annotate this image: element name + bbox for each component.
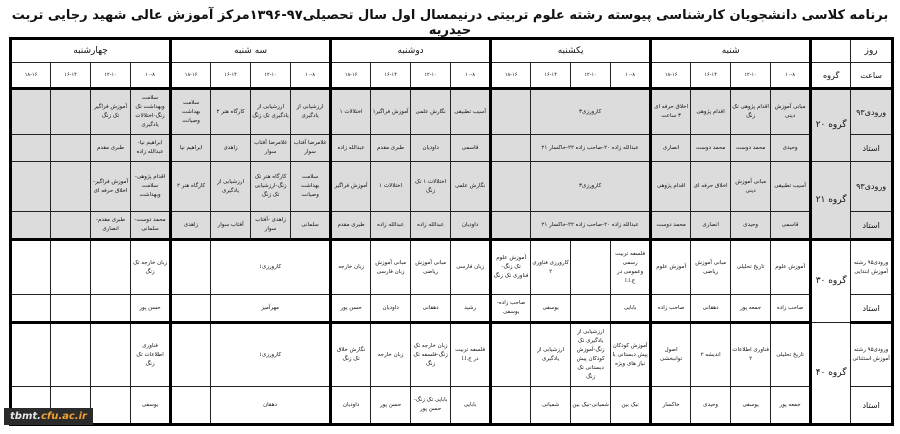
course-cell: مبانی آموزش دینی (731, 162, 771, 212)
course-cell: فلسفه تربیت در ج.ا.ا (451, 323, 491, 387)
course-cell: کارگاه هنر تک زنگ-ارزشیابی تک زنگ (251, 162, 291, 212)
teacher-cell: زاهدی -آفتاب سوار (251, 212, 291, 240)
teacher-label: استاد (851, 212, 893, 240)
course-cell: مبانی آموزش زبان فارسی (371, 240, 411, 295)
teacher-cell: محمد دوست- سلمانی (131, 212, 171, 240)
course-cell-merged: کارورزی۱ (211, 240, 331, 295)
class-schedule-table (9, 37, 894, 426)
group-label: گروه ۲۱ (811, 162, 851, 240)
teacher-cell: حسن پور (371, 387, 411, 425)
teacher-cell: بابایی (611, 295, 651, 323)
group-label: گروه ۳۰ (811, 240, 851, 323)
course-cell: آموزش علوم تک زنگ- فناوری تک زنگ (491, 240, 531, 295)
group-label: گروه ۲۰ (811, 89, 851, 162)
course-cell (51, 240, 91, 295)
teacher-cell: خاکسار (651, 387, 691, 425)
teacher-cell (171, 387, 211, 425)
teacher-cell: حسن پور (331, 295, 371, 323)
teacher-cell (51, 212, 91, 240)
course-cell: اقدام پژوهی (691, 89, 731, 135)
teacher-cell: صاحب زاده (651, 295, 691, 323)
course-cell: فلسفه تربیت رسمی وعمومی در ج.ا.ا (611, 240, 651, 295)
course-cell: تاریخ تحلیلی (771, 323, 811, 387)
course-cell (171, 240, 211, 295)
group-label: گروه ۴۰ (811, 323, 851, 425)
teacher-cell: جمعه پور (731, 295, 771, 323)
teacher-cell: دهقانی (691, 295, 731, 323)
course-cell: زبان خارجه (331, 240, 371, 295)
teacher-cell: آفتاب سوار (211, 212, 251, 240)
time-slot: ۱۶-۱۴ (371, 63, 411, 89)
teacher-cell (11, 295, 51, 323)
course-cell: آموزش فراگیر۱ (371, 89, 411, 135)
course-cell: ارزشیابی از یادگیری (291, 89, 331, 135)
teacher-cell: عبدالله زاده (371, 212, 411, 240)
time-slot: ۱۲-۱۰ (731, 63, 771, 89)
teacher-cell: ابراهیم نیا- عبدالله زاده (131, 135, 171, 162)
course-cell: اختلالات ۱ (331, 89, 371, 135)
teacher-cell: شمیانی-نیک بین (571, 387, 611, 425)
course-cell: مبانی آموزش ریاضی (411, 240, 451, 295)
teacher-cell: بابایی (451, 387, 491, 425)
teacher-cell: رشید (451, 295, 491, 323)
teacher-cell: غلامرضا آفتاب سوار (251, 135, 291, 162)
course-cell (491, 162, 531, 212)
teacher-cell-merged: دهقان (211, 387, 331, 425)
day-label-spacer (811, 39, 851, 63)
course-cell-merged: کارورزی۳ (531, 162, 651, 212)
time-slot: ۱۰-۸ (131, 63, 171, 89)
time-slot: ۱۸-۱۶ (11, 63, 51, 89)
course-cell: آموزش علوم (651, 240, 691, 295)
teacher-cell (91, 295, 131, 323)
time-slot: ۱۲-۱۰ (251, 63, 291, 89)
course-cell: آموزش کودکان پیش دبستانی با نیاز های ویژه (611, 323, 651, 387)
teacher-label: استاد (851, 387, 893, 425)
teacher-cell (171, 295, 211, 323)
course-cell: آسیب تطبیقی (771, 162, 811, 212)
course-cell: نگارش علمی (451, 162, 491, 212)
watermark-domain: cfu.ac.ir (40, 411, 87, 422)
teacher-cell: عبدالله زاده (331, 135, 371, 162)
time-slot: ۱۰-۸ (771, 63, 811, 89)
page-title: برنامه کلاسی دانشجویان کارشناسی پیوسته رشته علوم تربیتی درنیمسال اول سال تحصیلی۹۷-۱۳۹۶مرکز آموزش عالی شهید رجایی تربت حیدریه (11, 8, 889, 38)
course-cell: نگارش خلاق تک زنگ (331, 323, 371, 387)
course-cell: سلامت بهداشت وصیانت (291, 162, 331, 212)
day-header-monday: دوشنبه (331, 39, 491, 63)
teacher-cell-merged: عبدالله زاده ۲۰-صاحب زاده ۲۲-خاکسار ۲۱ (531, 135, 651, 162)
course-cell: اخلاق حرفه ای ۳ ساعت (651, 89, 691, 135)
teacher-cell: دهقانی (411, 295, 451, 323)
course-cell-merged: کارورزی۱ (211, 323, 331, 387)
teacher-cell: عبدالله زاده (411, 212, 451, 240)
site-watermark (4, 408, 93, 425)
time-slot: ۱۶-۱۴ (51, 63, 91, 89)
time-slot: ۱۸-۱۶ (171, 63, 211, 89)
course-cell: اخلاق حرفه ای (691, 162, 731, 212)
time-slot: ۱۲-۱۰ (571, 63, 611, 89)
teacher-cell: انصاری (651, 135, 691, 162)
teacher-cell (91, 387, 131, 425)
teacher-cell: طبری مقدم- انصاری (91, 212, 131, 240)
course-cell: زبان خارجه (371, 323, 411, 387)
teacher-cell: داودیان (371, 295, 411, 323)
teacher-cell (51, 135, 91, 162)
course-cell (11, 89, 51, 135)
day-label: روز (851, 39, 893, 63)
day-header-sunday: یکشنبه (491, 39, 651, 63)
teacher-cell: وحیدی (691, 387, 731, 425)
teacher-cell: انصاری (691, 212, 731, 240)
teacher-cell: یوسفی (731, 387, 771, 425)
course-cell (51, 323, 91, 387)
teacher-cell: داودیان (331, 387, 371, 425)
course-cell: نگارش علمی (411, 89, 451, 135)
time-slot: ۱۶-۱۴ (211, 63, 251, 89)
group-label: گروه (811, 63, 851, 89)
teacher-cell-merged: مهرآمیز (211, 295, 331, 323)
teacher-cell: جمعه پور (771, 387, 811, 425)
entry-label: ورودی۹۳ (851, 162, 893, 212)
teacher-cell: شمیانی (531, 387, 571, 425)
course-cell: اختلالات ۱ تک زنگ (411, 162, 451, 212)
course-cell: سلامت وبهداشت تک زنگ-اختلالات یادگیری (131, 89, 171, 135)
course-cell: آموزش فراگیر (331, 162, 371, 212)
teacher-cell: قاسمی (771, 212, 811, 240)
course-cell: آموزش علوم (771, 240, 811, 295)
teacher-cell: محمد دوست (651, 212, 691, 240)
course-cell: کارگاه هنر ۲ (171, 162, 211, 212)
time-slot: ۱۶-۱۴ (531, 63, 571, 89)
teacher-cell: زاهدی (211, 135, 251, 162)
watermark-prefix: tbmt. (10, 411, 41, 422)
time-slot: ۱۸-۱۶ (331, 63, 371, 89)
time-slot: ۱۰-۸ (291, 63, 331, 89)
teacher-cell: طبری مقدم (371, 135, 411, 162)
time-slot: ۱۸-۱۶ (651, 63, 691, 89)
teacher-cell: یوسفی (131, 387, 171, 425)
teacher-label: استاد (851, 295, 893, 323)
course-cell: اقدام پژوهی (651, 162, 691, 212)
teacher-cell: سلمانی (291, 212, 331, 240)
teacher-cell: نیک بین (611, 387, 651, 425)
teacher-cell (51, 295, 91, 323)
course-cell: ارزشیابی از یادگیری تک زنگ (251, 89, 291, 135)
course-cell: اقدام پژوهی تک زنگ (731, 89, 771, 135)
course-cell: اختلالات ۱ (371, 162, 411, 212)
course-cell (91, 323, 131, 387)
course-cell: اقدام پژوهی- سلامت وبهداشت (131, 162, 171, 212)
course-cell: اندیشه ۲ (691, 323, 731, 387)
course-cell: آموزش فراگیر تک زنگ (91, 89, 131, 135)
course-cell: آسیب تطبیقی (451, 89, 491, 135)
course-cell: زبان خارجه تک زنگ-فلسفه تک زنگ (411, 323, 451, 387)
course-cell: اصول توانبخشی (651, 323, 691, 387)
teacher-label: استاد (851, 135, 893, 162)
teacher-cell: طبری مقدم (331, 212, 371, 240)
time-slot: ۱۲-۱۰ (411, 63, 451, 89)
course-cell: مبانی آموزش ریاضی (691, 240, 731, 295)
time-slot: ۱۲-۱۰ (91, 63, 131, 89)
day-header-wednesday: چهارشنبه (11, 39, 171, 63)
teacher-cell: بابایی تک زنگ- حسن پور (411, 387, 451, 425)
time-slot: ۱۸-۱۶ (491, 63, 531, 89)
teacher-cell: محمد دوست (731, 135, 771, 162)
teacher-cell (11, 212, 51, 240)
course-cell (91, 240, 131, 295)
course-cell: مبانی آموزش دینی (771, 89, 811, 135)
teacher-cell: داودیان (411, 135, 451, 162)
course-cell: ارزشیابی از یادگیری (531, 323, 571, 387)
teacher-cell: یوسفی (531, 295, 571, 323)
course-cell: زبان خارجه تک زنگ (131, 240, 171, 295)
time-slot: ۱۶-۱۴ (691, 63, 731, 89)
teacher-cell: غلامرضا آفتاب سوار (291, 135, 331, 162)
course-cell: فناوری اطلاعات ۲ (731, 323, 771, 387)
course-cell: کارگاه هنر ۲ (211, 89, 251, 135)
day-header-saturday: شنبه (651, 39, 811, 63)
course-cell (571, 240, 611, 295)
day-header-tuesday: سه شنبه (171, 39, 331, 63)
teacher-cell: محمد دوست (691, 135, 731, 162)
teacher-cell: ابراهیم نیا (171, 135, 211, 162)
course-cell: ارزشیابی از یادگیری تک زنگ-آموزش کودکان پیش دبستانی تک زنگ (571, 323, 611, 387)
teacher-cell: طبری مقدم (91, 135, 131, 162)
course-cell (491, 323, 531, 387)
course-cell (51, 89, 91, 135)
entry-label: ورودی۹۵ رشته آموزش ابتدایی (851, 240, 893, 295)
course-cell: کارورزی فناوری ۲ (531, 240, 571, 295)
course-cell: سلامت بهداشت وصیانت (171, 89, 211, 135)
time-slot: ۱۰-۸ (451, 63, 491, 89)
teacher-cell: وحیدی (771, 135, 811, 162)
teacher-cell: وحیدی (731, 212, 771, 240)
course-cell (11, 240, 51, 295)
teacher-cell: صاحب زاده- یوسفی (491, 295, 531, 323)
teacher-cell (491, 135, 531, 162)
course-cell (171, 323, 211, 387)
course-cell: فناوری اطلاعات تک زنگ (131, 323, 171, 387)
course-cell (51, 162, 91, 212)
teacher-cell (491, 387, 531, 425)
teacher-cell (571, 295, 611, 323)
teacher-cell: زاهدی (171, 212, 211, 240)
course-cell-merged: کارورزی۳ (531, 89, 651, 135)
teacher-cell (491, 212, 531, 240)
time-label: ساعت (851, 63, 893, 89)
teacher-cell: حسن پور (131, 295, 171, 323)
teacher-cell: داودیان (451, 212, 491, 240)
teacher-cell: صاحب زاده (771, 295, 811, 323)
entry-label: ورودی۹۵ رشته آموزش استثنائی (851, 323, 893, 387)
course-cell: آموزش فراگیر- اخلاق حرفه ای (91, 162, 131, 212)
course-cell: ارزشیابی از یادگیری (211, 162, 251, 212)
entry-label: ورودی۹۳ (851, 89, 893, 135)
course-cell (11, 323, 51, 387)
course-cell: زبان فارسی (451, 240, 491, 295)
teacher-cell: قاسمی (451, 135, 491, 162)
course-cell (11, 162, 51, 212)
course-cell (491, 89, 531, 135)
time-slot: ۱۰-۸ (611, 63, 651, 89)
course-cell: تاریخ تحلیلی (731, 240, 771, 295)
teacher-cell-merged: عبدالله زاده ۲۰-صاحب زاده ۲۲-خاکسار ۲۱ (531, 212, 651, 240)
teacher-cell (11, 135, 51, 162)
